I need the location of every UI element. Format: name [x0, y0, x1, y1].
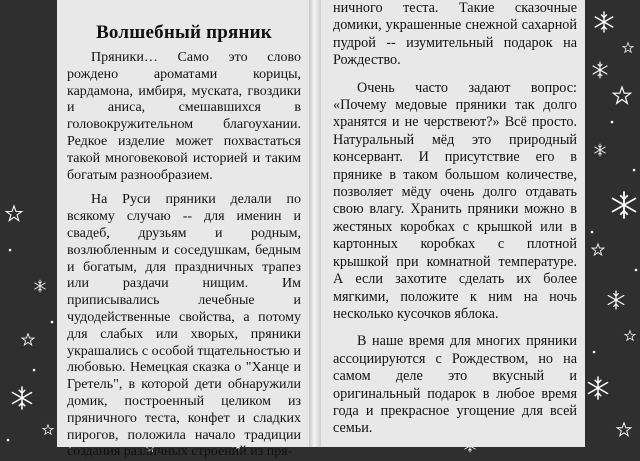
right-paragraph-1: ничного теста. Такие сказочные домики, украшенные снежной сахарной пудрой -- изумительный подарок на Рождество.	[333, 0, 577, 69]
page-title: Волшебный пряник	[96, 22, 272, 43]
right-paragraph-3: В наше время для многих пряники ассоциируются с Рождеством, но на самом деле это вкусный и оригинальный подарок в любое время года и прекрасное угощение для всей семьи.	[333, 333, 577, 437]
book-spine	[309, 0, 321, 447]
right-page	[321, 0, 585, 447]
left-paragraph-2: На Руси пряники делали по всякому случаю -- для именин и свадеб, друзьям и родным, возлюбленным и соседушкам, бедным и богатым, для праздничных трапез или раздачи нищим. Им приписывались лечебные и чудодейственные свойства, а потому для слабых или хворых, пряники украшались с особой тщательностью и любовью. Немецкая сказка о "Ханце и Гретель", в которой дети обнаружили домик, построенный целиком из пряничного теста, конфет и сладких пирогов, положила начало традиции создания различных строений из пря-	[67, 192, 301, 460]
left-page	[57, 0, 309, 460]
left-paragraph-1: Пряники… Само это слово рождено ароматами корицы, кардамона, имбиря, муската, гвоздики и аниса, смешавшихся в головокружительном благоухании. Редкое изделие может похвастаться такой многовековой историей и таким богатым разнообразием.	[67, 50, 301, 183]
right-paragraph-2: Очень часто задают вопрос: «Почему медовые пряники так долго хранятся и не черствеют?» Всё просто. Натуральный мёд это природный консервант. И присутствие его в прянике в таком большом количестве, позволяет мёду очень долго отдавать свою влагу. Хранить пряники можно в жестяных коробках с крышкой или в картонных коробках с плотной крышкой при комнатной температуре. А если захотите сделать их более мягкими, положите к ним на ночь несколько кусочков яблока.	[333, 79, 577, 322]
